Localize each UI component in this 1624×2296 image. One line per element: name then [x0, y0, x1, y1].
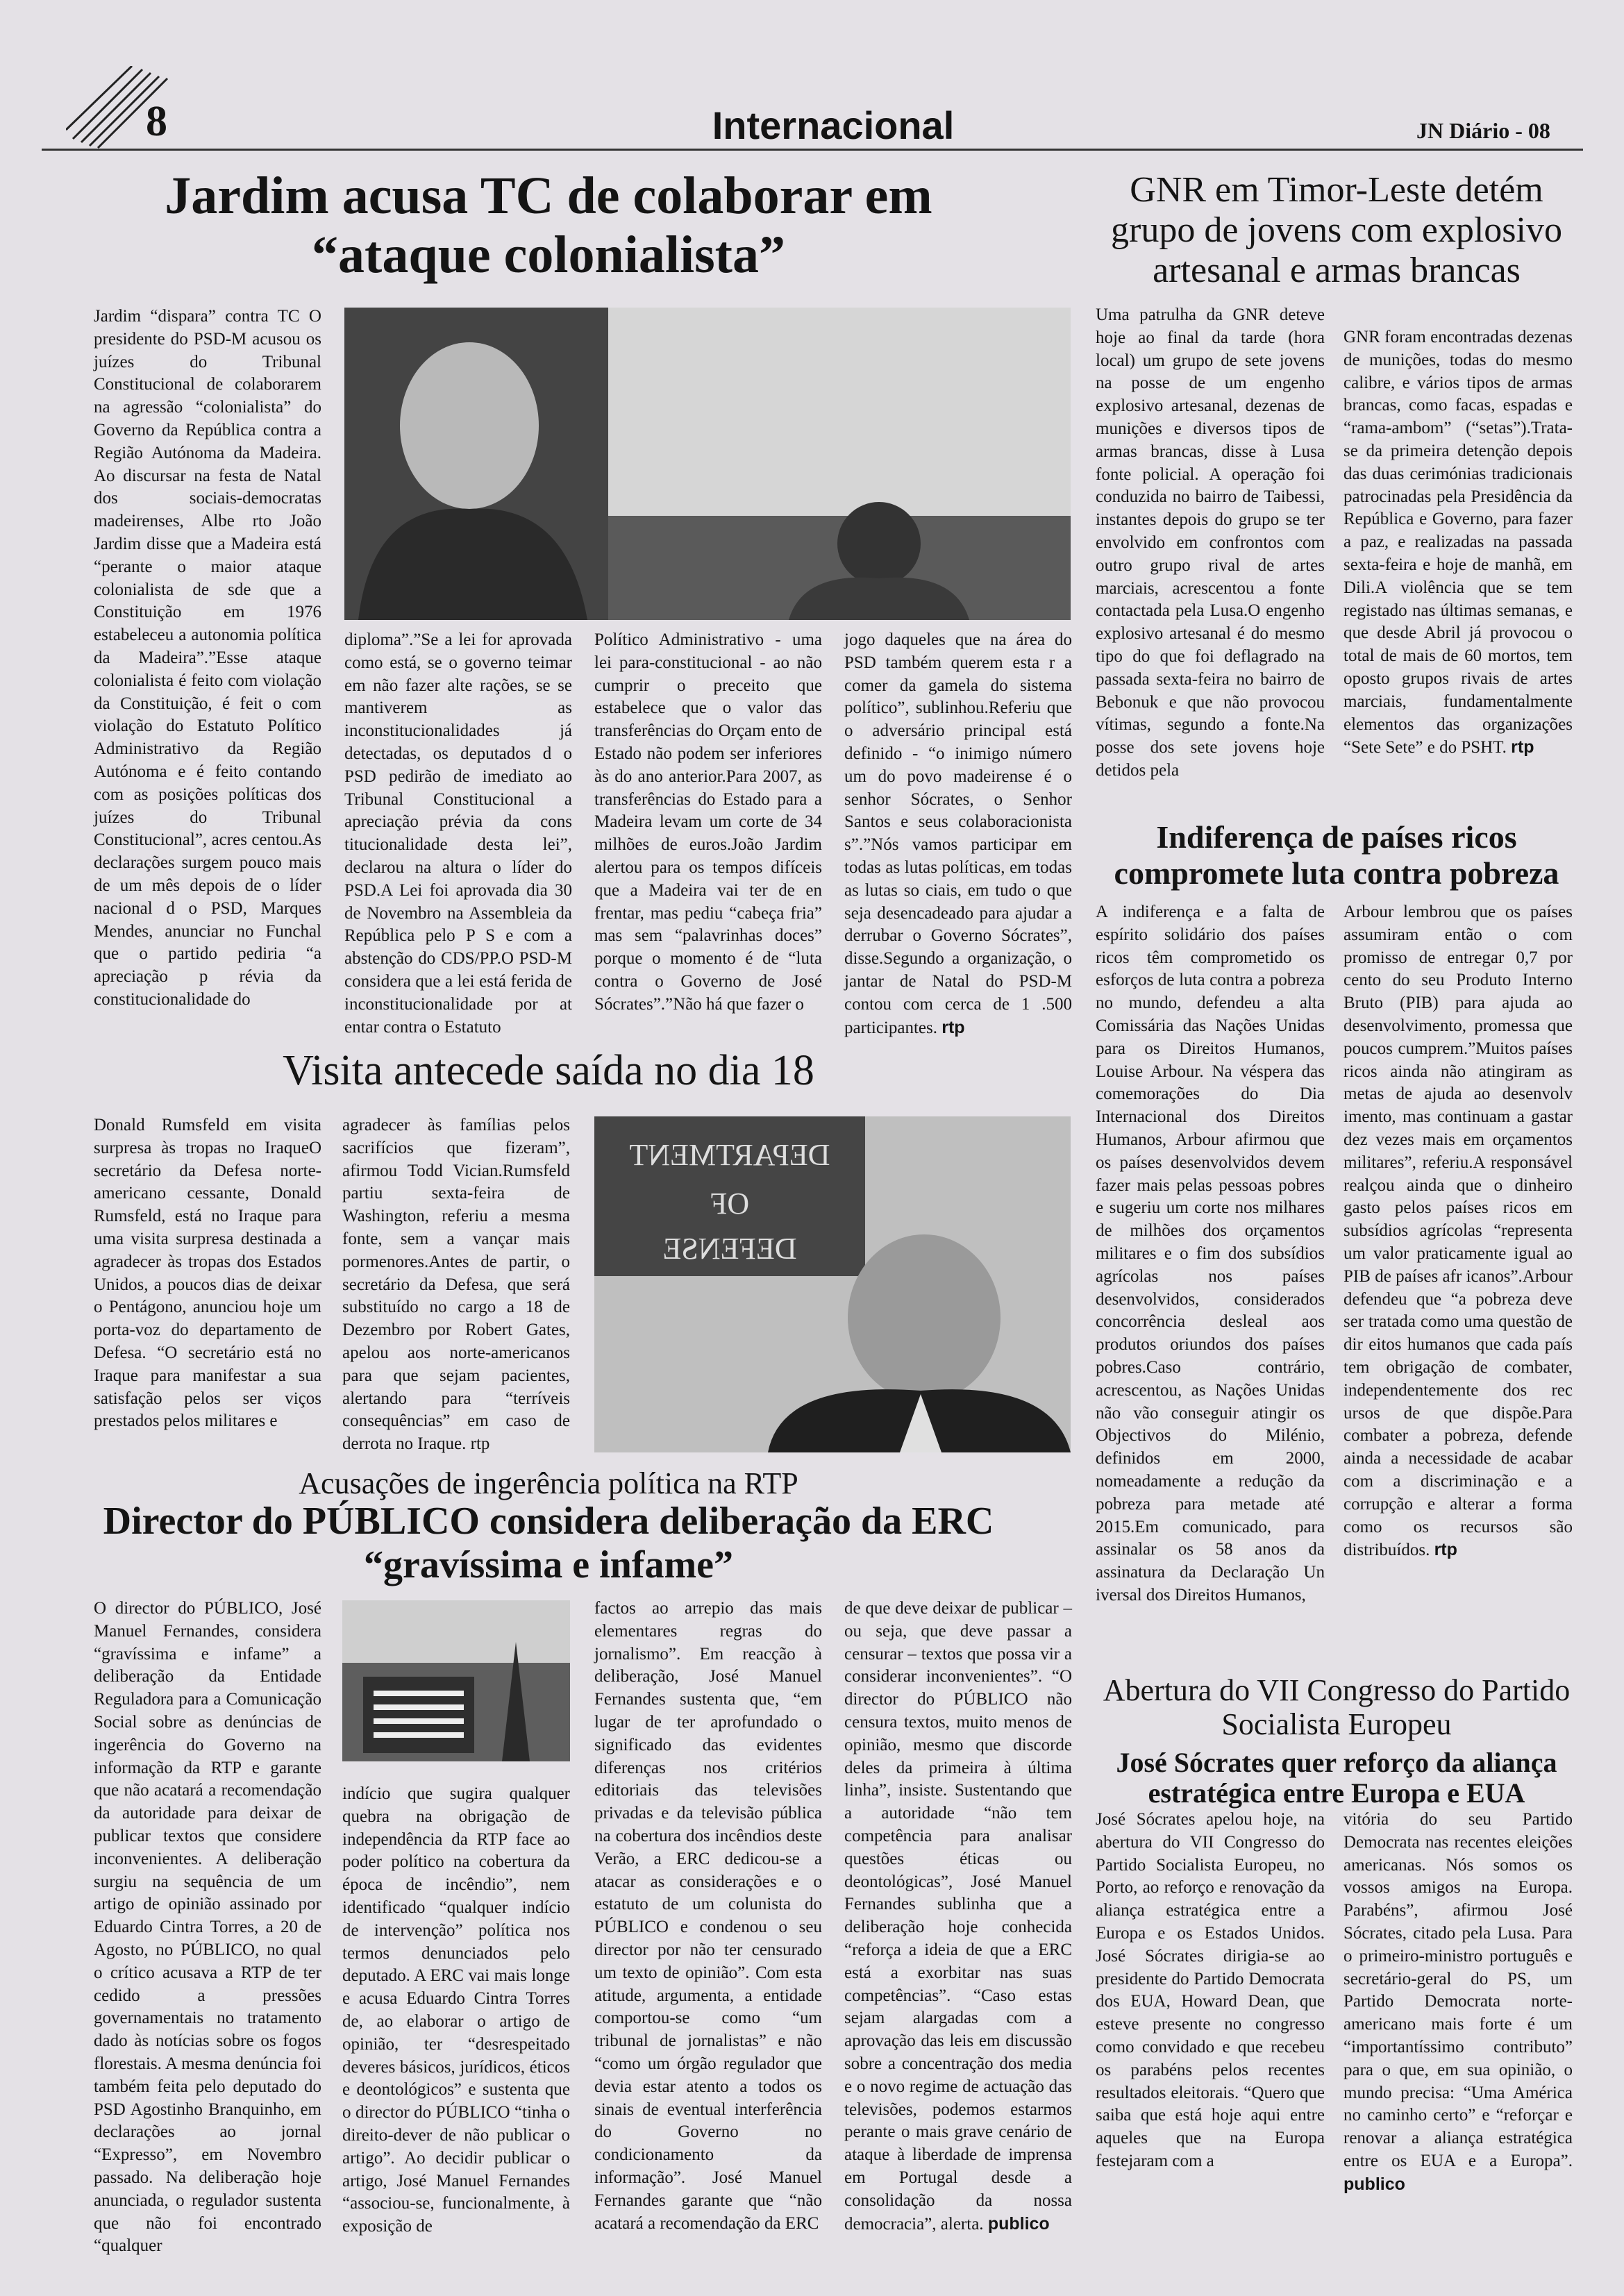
title-line: Director do PÚBLICO considera deliberação da ERC	[103, 1500, 994, 1543]
article-publico-col2: indício que sugira qualquer quebra na obrigação de independência da RTP face ao poder político na cobertura da época de incêndio”, nem identificado “qualquer indício de intervenção” política nos termos denunciados pelo deputado. A ERC vai mais longe e acusa Eduardo Cintra Torres de, ao elaborar o artigo de opinião, ter “desrespeitado deveres básicos, jurídicos, éticos e deontológicos” e sustenta que o director do PÚBLICO “tinha o direito-dever de não publicar o artigo”. Ao decidir publicar o artigo, José Manuel Fernandes “associou-se, funcionalmente, à exposição de	[342, 1784, 570, 2236]
article-timor-headline	[1094, 170, 1580, 292]
title-line: Abertura do VII Congresso do Partido	[1103, 1673, 1571, 1707]
article-pse-col1: José Sócrates apelou hoje, na abertura do VII Congresso do Partido Socialista Europeu, no Porto, ao reforço e renovação da aliança estratégica entre a Europa e os Estados Unidos. José Sócrates dirigia-se ao presidente do Partido Democrata dos EUA, Howard Dean, que esteve presente no congresso como convidado e que recebeu os parabéns pelos recentes resultados eleitorais. “Quero que saiba que está hoje aqui entre aqueles que na Europa festejaram com a	[1096, 1810, 1325, 2170]
col4-text: de que deve deixar de publicar – ou seja, que deve passar a censurar – textos que possa vir a considerar inconvenientes”. “O director do PÚBLICO não censura textos, muito menos de opinião, mesmo que discorde deles da primeira à última linha”, insiste. Sustentando que a autoridade “não tem competência para analisar questões éticas ou deontológicas”, José Manuel Fernandes sublinha que a deliberação hoje conhecida “reforça a ideia de que a ERC está a exorbitar nas suas competências”. “Caso estas sejam alargadas com a aprovação das leis em discussão sobre a concentração dos media e o novo regime de actuação das televisões, podemos estarmos perante o mais grave cenário de ataque à liberdade de imprensa em Portugal desde a consolidação da nossa democracia”, alerta.	[844, 1599, 1072, 2234]
signature: rtp	[1434, 1540, 1457, 1560]
article-rumsfeld-col2	[342, 1114, 570, 1456]
article-publico-col1: O director do PÚBLICO, José Manuel Fernandes, considera “gravíssima e infame” a deliberação da Entidade Reguladora para a Comunicação Social sobre as denúncias de ingerência do Governo na informação da RTP e garante que não acatará a recomendação da autoridade para deixar de publicar textos que considere inconvenientes. A deliberação surgiu na sequência de um artigo de opinião assinado por Eduardo Cintra Torres, a 20 de Agosto, no PÚBLICO, no qual o crítico acusava a RTP de ter cedido a pressões governamentais no tratamento dado às notícias sobre os fogos florestais. A mesma denúncia foi também feita pelo deputado do PSD Agostinho Branquinho, em declarações ao jornal “Expresso”, em Novembro passado. Na deliberação hoje anunciada, o regulador sustenta que não foi encontrado “qualquer	[94, 1599, 321, 2256]
photo-rumsfeld-graphic	[594, 1116, 1071, 1452]
article-pobreza-headline	[1094, 819, 1580, 891]
article-jardim	[90, 167, 1007, 285]
photo-rtp-graphic	[342, 1600, 570, 1761]
article-publico-headline	[90, 1500, 1007, 1586]
col2-text: agradecer às famílias pelos sacrifícios que fizeram”, afirmou Todd Vician.Rumsfeld partiu sexta-feira de Washington, referiu a mesma fonte, sem a vançar mais pormenores.Antes de partir, o secretário da Defesa, que será substituído no cargo a 18 de Dezembro por Robert Gates, apelou aos norte-americanos para que sejam pacientes, alertando para “terríveis consequências” em caso de derrota no Iraque.	[342, 1116, 570, 1454]
svg-text:OF: OF	[710, 1187, 750, 1221]
article-publico-kicker: Acusações de ingerência política na RTP	[299, 1466, 798, 1500]
photo-donald-rumsfeld	[594, 1116, 1071, 1452]
title-line: artesanal e armas brancas	[1153, 251, 1521, 291]
col2-text: GNR foram encontradas dezenas de munições, todas do mesmo calibre, e vários tipos de armas brancas, como facas, espadas e “rama-ambom” (“setas”).Trata-se da primeira detenção depois das duas cerimónias tradicionais patrocinadas pela Presidência da República e Governo, para fazer a paz, e realizadas na passada sexta-feira e hoje de manhã, em Dili.A violência que se tem registado nas últimas semanas, e que desde Abril já provocou o total de mais de 60 mortos, tem oposto grupos rivais de artes marciais, fundamentalmente elementos das organizações “Sete Sete” e do PSHT.	[1343, 328, 1573, 757]
article-timor-col1: Uma patrulha da GNR deteve hoje ao final da tarde (hora local) um grupo de sete jovens na posse de um engenho explosivo artesanal, dezenas de munições e diversos tipos de armas brancas, disse à Lusa fonte policial. A operação foi conduzida no bairro de Taibessi, instantes depois do grupo se ter envolvido em confrontos com outro grupo rival de artes marciais, acrescentou a fonte contactada pela Lusa.O engenho explosivo artesanal é do mesmo tipo do que foi deflagrado na passada sexta-feira no bairro de Bebonuk e que não provocou vítimas, segundo a fonte.Na posse dos sete jovens hoje detidos pela	[1096, 305, 1325, 780]
signature: publico	[987, 2213, 1050, 2234]
svg-text:DEFENSE: DEFENSE	[662, 1232, 797, 1266]
title-line: GNR em Timor-Leste detém	[1130, 170, 1543, 210]
col2-text: vitória do seu Partido Democrata nas recentes eleições americanas. Nós somos os vossos amigos na Europa. Parabéns”, afirmou José Sócrates, citado pela Lusa. Para o primeiro-ministro português e secretário-geral do PS, um Partido Democrata norte-americano mais forte é um “importantíssimo contributo” para o que, em sua opinião, o mundo precisa: “Uma América no caminho certo” e “reforçar e renovar a aliança estratégica entre os EUA e a Europa”.	[1343, 1810, 1573, 2170]
col2-text: Arbour lembrou que os países assumiram então o com promisso de entregar 0,7 por cento do seu Produto Interno Bruto (PIB) para ajuda ao desenvolvimento, promessa que poucos cumprem.”Muitos países ricos ainda não atingiram as metas de ajuda ao desenvolv imento, mas continuam a gastar dez vezes mais em orçamentos militares”, referiu.A responsável realçou ainda que o dinheiro gasto pelos países ricos em subsídios agrícolas “representa um valor praticamente igual ao PIB de países afr icanos”.Arbour defendeu que “a pobreza deve ser tratada como uma questão de dir eitos humanos que cada país tem obrigação de combater, independentemente dos rec ursos de que dispõe.Para combater a pobreza, defende ainda a necessidade de acabar com a discriminação e a corrupção e alterar a forma como os recursos são distribuídos.	[1343, 903, 1573, 1560]
article-jardim-col3: Político Administrativo - uma lei para-constitucional - ao não cumprir o preceito que estabelece que o valor das transferências do Orçam ento de Estado não podem ser inferiores às do ano anterior.Para 2007, as transferências do Estado para a Madeira levam um corte de 34 milhões de euros.João Jardim alertou para os tempos difíceis que a Madeira vai ter de en frentar, mas pediu “cabeça fria” mas sem “palavrinhas doces” porque o momento é de “luta contra o Governo de José Sócrates”.”Não há que fazer o	[594, 630, 822, 1014]
article-pse-title	[1094, 1673, 1580, 1742]
signature: rtp	[470, 1434, 490, 1454]
photo-rtp-building	[342, 1600, 570, 1761]
article-publico-title	[90, 1500, 1007, 1586]
article-timor-col2	[1343, 326, 1573, 760]
article-jardim-col1: Jardim “dispara” contra TC O presidente do PSD-M acusou os juízes do Tribunal Constitucional de colaborarem na agressão “colonialista” do Governo da República contra a Região Autónoma da Madeira. Ao discursar na festa de Natal dos sociais-democratas madeirenses, Albe rto João Jardim disse que a Madeira está “perante o maior ataque colonialista de sde que a Constituição em 1976 estabeleceu a autonomia política da Madeira”.”Esse ataque colonialista é feito com violação da Constituição, é feit o com violação do Estatuto Político Administrativo da Região Autónoma e é feito contando com as posições políticas dos juízes do Tribunal Constitucional”, acres centou.As declarações surgem pouco mais de um mês depois de o líder nacional d o PSD, Marques Mendes, anunciar no Funchal que o partido pediria “a apreciação p révia da constitucionalidade do	[94, 307, 321, 1009]
article-publico-col3: factos ao arrepio das mais elementares regras do jornalismo”. Em reacção à deliberação, José Manuel Fernandes sustenta que, “em lugar de ter aprofundado o significado das evidentes diferenças nos critérios editoriais das televisões privadas e da televisão pública na cobertura dos incêndios deste Verão, a ERC dedicou-se a atacar as considerações e o estatuto de um colunista do PÚBLICO e condenou o seu director por não ter censurado um texto de opinião”. Com esta atitude, argumenta, a entidade comportou-se como “um tribunal de jornalistas” e não “como um órgão regulador que devia estar atento a todos os sinais de eventual interferência do Governo no condicionamento da informação”. José Manuel Fernandes garante que “não acatará a recomendação da ERC	[594, 1599, 822, 2233]
title-line: grupo de jovens com explosivo	[1111, 210, 1562, 251]
article-jardim-col4	[844, 629, 1072, 1039]
page-number: 8	[146, 98, 167, 145]
article-pobreza-col2	[1343, 901, 1573, 1562]
title-line: “ataque colonialista”	[312, 226, 785, 285]
subtitle-line: estratégica entre Europa e EUA	[1148, 1777, 1525, 1809]
article-pobreza-title	[1094, 819, 1580, 891]
title-line: Jardim acusa TC de colaborar em	[165, 167, 932, 225]
article-pse-subtitle	[1094, 1748, 1580, 1810]
signature: rtp	[941, 1017, 965, 1037]
article-pobreza-col1: A indiferença e a falta de espírito solidário dos países ricos têm comprometido os esforços de luta contra a pobreza no mundo, defendeu a alta Comissária das Nações Unidas para os Direitos Humanos, Louise Arbour. Na véspera das comemorações do Dia Internacional dos Direitos Humanos, Arbour afirmou que os países desenvolvidos devem fazer mais pelas pessoas pobres e sugeriu um corte nos milhares de milhões dos orçamentos militares e o fim dos subsídios agrícolas nos países desenvolvidos, considerados concorrência desleal aos produtos oriundos dos países pobres.Caso contrário, acrescentou, as Nações Unidas não vão conseguir atingir os Objectivos do Milénio, definidos em 2000, nomeadamente a redução da pobreza para metade até 2015.Em comunicado, para assinalar os 58 anos da assinatura da Declaração Un iversal dos Direitos Humanos,	[1096, 903, 1325, 1604]
title-line: Socialista Europeu	[1221, 1707, 1452, 1742]
publication-name: JN Diário - 08	[1416, 118, 1550, 143]
title-line: Indiferença de países ricos	[1156, 819, 1517, 855]
article-rumsfeld-title: Visita antecede saída no dia 18	[283, 1047, 814, 1094]
article-timor-title	[1094, 170, 1580, 292]
col4-text: jogo daqueles que na área do PSD também querem esta r a comer da gamela do sistema político”, sublinhou.Referiu que o adversário principal está definido - “o inimigo número um do povo madeirense é o senhor Sócrates, o Senhor Santos e seus colaboracionista s”.”Nós vamos participar em todas as lutas políticas, em todas as lutas so ciais, em tudo o que seja desencadeado para ajudar a derrubar o Governo Sócrates”, disse.Segundo a organização, o jantar de Natal do PSD-M contou com cerca de 1 .500 participantes.	[844, 630, 1072, 1037]
article-pse-col2	[1343, 1809, 1573, 2197]
title-line: compromete luta contra pobreza	[1114, 855, 1559, 891]
header-rule	[42, 149, 1583, 151]
article-pse-headline	[1094, 1673, 1580, 1809]
section-title: Internacional	[712, 103, 955, 147]
title-line: “gravíssima e infame”	[364, 1543, 733, 1586]
photo-alberto-joao-jardim	[344, 308, 1071, 620]
photo-jardim-graphic	[344, 308, 1071, 620]
subtitle-line: José Sócrates quer reforço da aliança	[1116, 1746, 1557, 1778]
article-rumsfeld-col1: Donald Rumsfeld em visita surpresa às tropas no IraqueO secretário da Defesa norte-americano cessante, Donald Rumsfeld, está no Iraque para uma visita surpresa destinada a agradecer às tropas dos Estados Unidos, a poucos dias de deixar o Pentágono, anunciou hoje um porta-voz do departamento de Defesa. “O secretário está no Iraque para manifestar a sua satisfação pelos ser viços prestados pelos militares e	[94, 1116, 321, 1431]
signature: publico	[1343, 2174, 1405, 2194]
article-jardim-col2: diploma”.”Se a lei for aprovada como está, se o governo teimar em não fazer alte rações, se se mantiverem as inconstitucionalidades já detectadas, os deputados d o PSD pedirão de imediato ao Tribunal Constitucional a apreciação prévia da cons titucionalidade desta lei”, declarou na altura o líder do PSD.A Lei foi aprovada dia 30 de Novembro na Assembleia da República pelo P S e com a abstenção do CDS/PP.O PSD-M considera que a lei está ferida de inconstitucionalidade por at entar contra o Estatuto	[344, 630, 572, 1037]
article-jardim-title	[90, 167, 1007, 285]
svg-text:DEPARTMENT: DEPARTMENT	[629, 1138, 830, 1172]
article-publico-col4	[844, 1598, 1072, 2236]
signature: rtp	[1511, 737, 1534, 757]
